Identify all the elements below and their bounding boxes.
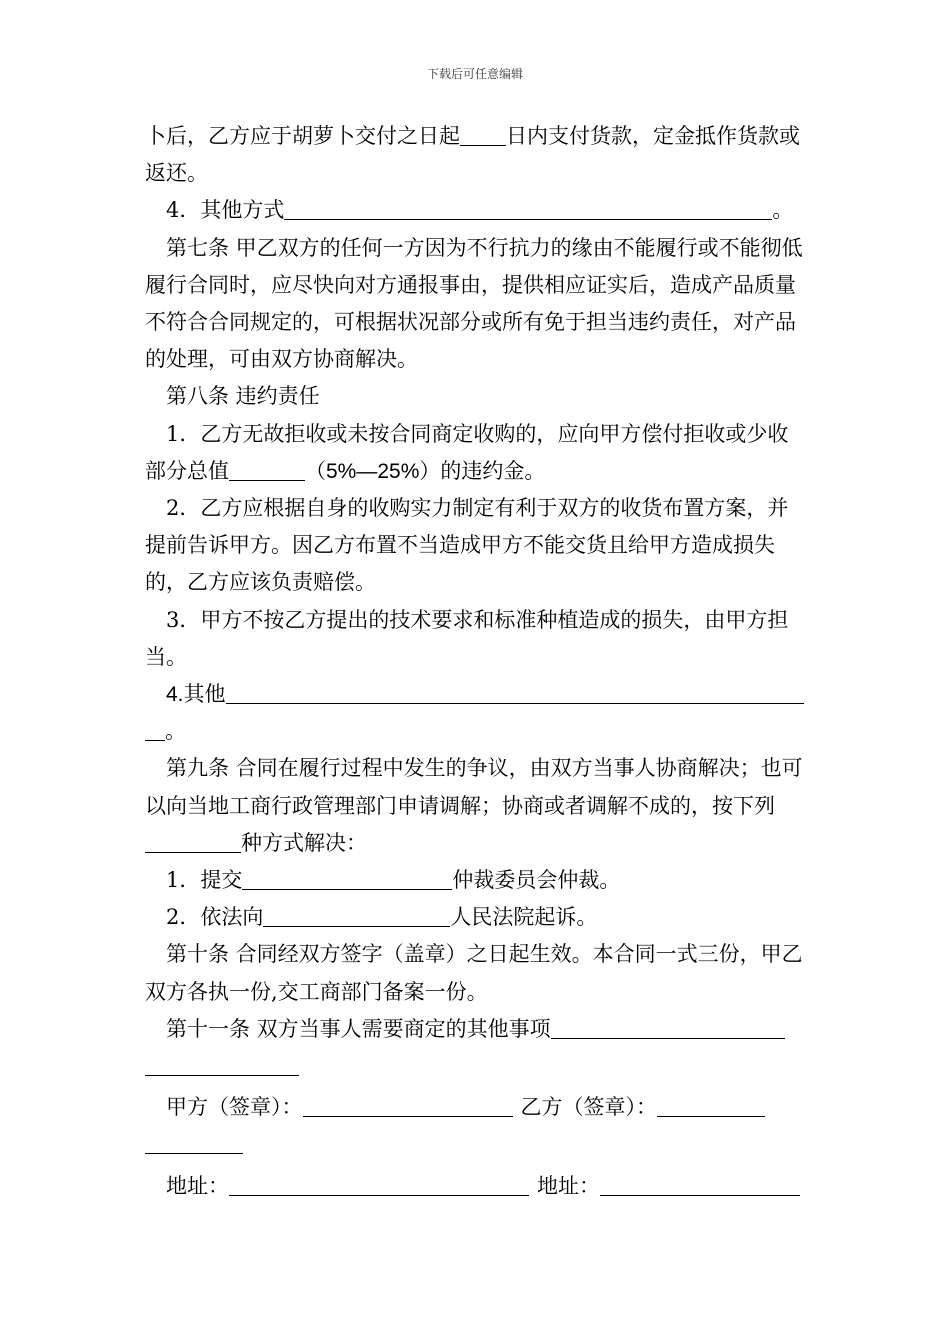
penalty-rate-blank[interactable]	[229, 458, 305, 481]
party-a-signature-blank[interactable]	[303, 1094, 513, 1117]
item-4-blank-line1[interactable]	[226, 681, 804, 704]
article-8-item-4	[145, 676, 807, 750]
contract-body	[145, 118, 807, 1205]
article-11	[145, 1011, 807, 1085]
article-8-item-1	[145, 416, 807, 490]
option-2-label: 2．依法向	[166, 905, 264, 930]
article-9-option-2	[145, 899, 807, 936]
other-methods-end: 。	[772, 198, 794, 223]
party-b-address-blank[interactable]	[600, 1173, 800, 1196]
item-1-text: 1．乙方无故拒收或未按合同商定收购的，应向甲方偿付拒收或少收部分总值	[145, 421, 789, 483]
payment-text-end: 日内支付货款，定金抵作货款或返还。	[145, 124, 800, 186]
option-1-end: 仲裁委员会仲裁。	[452, 868, 621, 893]
signature-line	[145, 1089, 807, 1163]
article-8-item-2: 2．乙方应根据自身的收购实力制定有利于双方的收货布置方案，并提前告诉甲方。因乙方布置不当造成甲方不能交货且给甲方造成损失的，乙方应该负责赔偿。	[145, 496, 789, 595]
article-8-heading: 第八条 违约责任	[166, 384, 320, 409]
arbitration-commission-blank[interactable]	[242, 867, 452, 890]
dispute-method-blank[interactable]	[145, 830, 241, 853]
other-methods-blank[interactable]	[284, 197, 772, 220]
party-b-signature-label: 乙方（签章）：	[520, 1095, 657, 1120]
other-matters-blank-line2[interactable]	[145, 1053, 299, 1076]
option-1-label: 1．提交	[166, 868, 243, 893]
article-10: 第十条 合同经双方签字（盖章）之日起生效。本合同一式三份，甲乙双方各执一份,交工商部门备案一份。	[145, 942, 803, 1004]
address-line	[145, 1168, 807, 1205]
payment-days-blank[interactable]	[460, 123, 506, 146]
article-11-text: 第十一条 双方当事人需要商定的其他事项	[166, 1016, 551, 1041]
paragraph-other-methods	[145, 192, 807, 229]
court-blank[interactable]	[263, 904, 450, 927]
page-header: 下载后可任意编辑	[426, 67, 523, 81]
article-9-option-1	[145, 862, 807, 899]
item-4-label: 4.其他	[166, 683, 226, 707]
party-a-address-label: 地址：	[166, 1173, 229, 1198]
other-methods-label: 4．其他方式	[166, 198, 285, 223]
article-9-end: 种方式解决：	[241, 830, 367, 855]
article-7: 第七条 甲乙双方的任何一方因为不行抗力的缘由不能履行或不能彻低履行合同时，应尽快向对方通报事由，提供相应证实后，造成产品质量不符合合同规定的，可根据状况部分或所有免于担当违约责任，对产品的处理，可由双方协商解决。	[145, 235, 803, 372]
option-2-end: 人民法院起诉。	[450, 905, 598, 930]
item-4-blank-line2[interactable]	[145, 718, 165, 741]
party-b-signature-blank-line1[interactable]	[657, 1094, 765, 1117]
article-8-item-3: 3．甲方不按乙方提出的技术要求和标准种植造成的损失，由甲方担当。	[145, 607, 789, 669]
article-9-text: 第九条 合同在履行过程中发生的争议，由双方当事人协商解决；也可以向当地工商行政管理部门申请调解；协商或者调解不成的，按下列	[145, 756, 803, 818]
item-1-rate: （5%—25%）的违约金。	[305, 459, 546, 483]
party-b-address-label: 地址：	[537, 1173, 600, 1198]
payment-text-start: 卜后，乙方应于胡萝卜交付之日起	[145, 124, 460, 148]
party-a-signature-label: 甲方（签章）：	[166, 1095, 303, 1120]
item-4-end: 。	[165, 719, 186, 744]
party-a-address-blank[interactable]	[229, 1173, 529, 1196]
other-matters-blank-line1[interactable]	[551, 1016, 785, 1039]
paragraph-payment-terms	[145, 118, 807, 192]
party-b-signature-blank-line2[interactable]	[145, 1131, 243, 1154]
article-9	[145, 750, 807, 862]
